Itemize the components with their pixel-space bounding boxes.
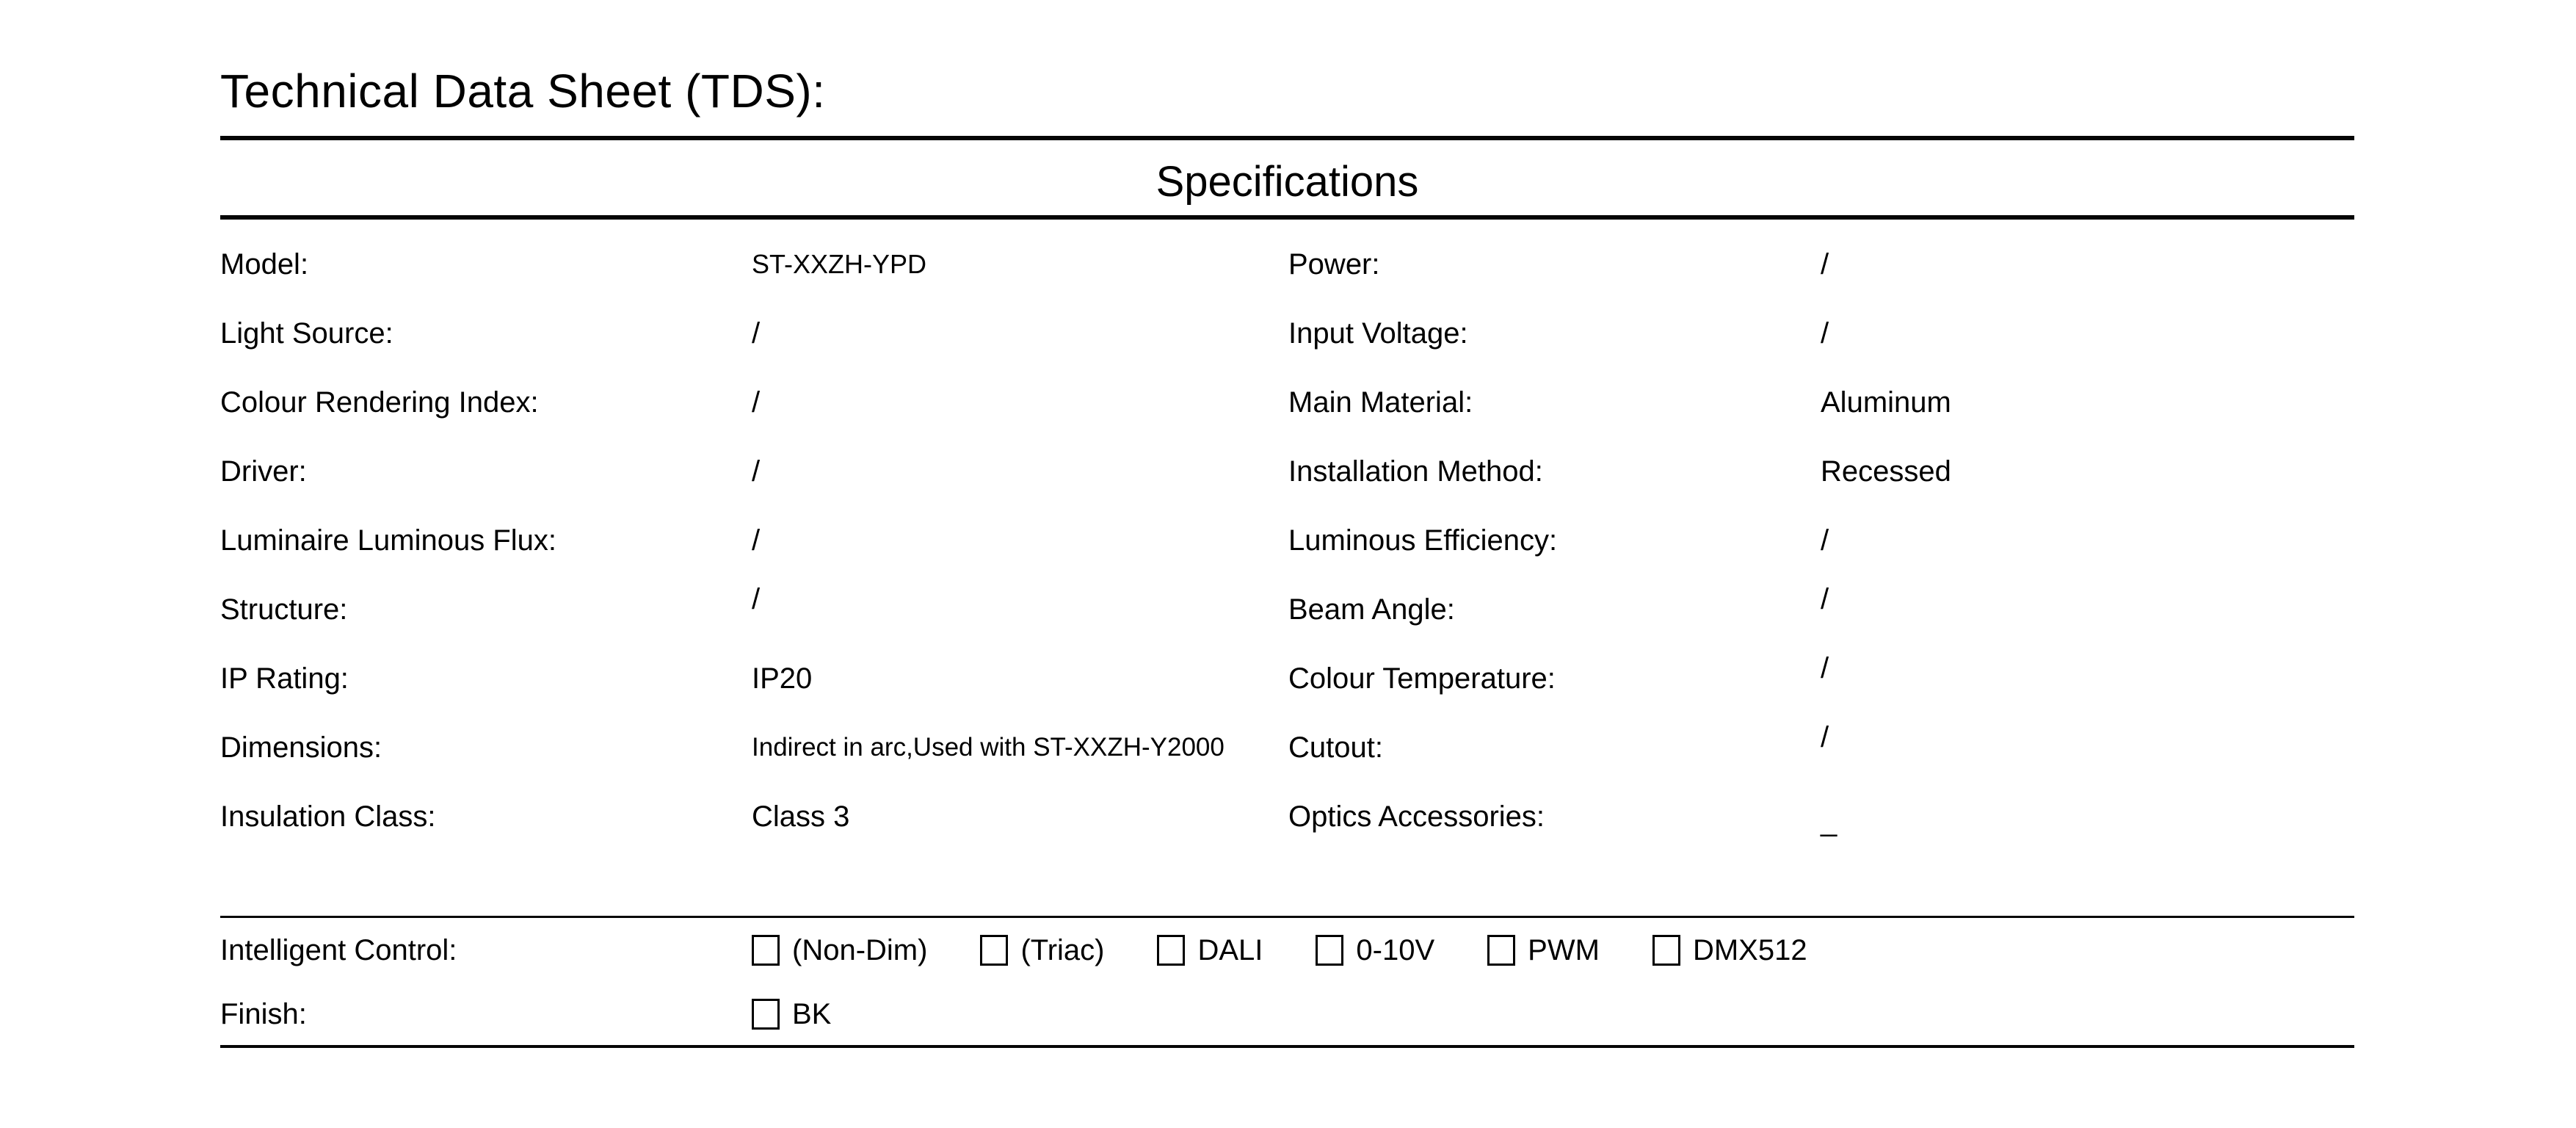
spec-label-structure: Structure: [220,593,348,626]
spec-label-colour-rendering-index: Colour Rendering Index: [220,386,539,419]
spec-value-main-material: Aluminum [1821,386,1951,419]
checkbox-label-dmx512: DMX512 [1692,934,1807,966]
checkbox-bk[interactable] [752,999,780,1030]
spec-value-beam-angle: / [1821,583,1829,615]
spec-label-insulation-class: Insulation Class: [220,800,436,833]
checkbox-dmx512[interactable] [1652,935,1680,966]
spec-label-luminous-efficiency: Luminous Efficiency: [1288,524,1558,557]
spec-value-driver: / [752,455,761,488]
table-row [220,368,2354,437]
spec-value-colour-rendering-index: / [752,386,761,419]
checkbox-label-0-10v: 0-10V [1356,934,1435,966]
specifications-table [220,220,2354,851]
spec-value-cutout: / [1821,721,1829,753]
table-row [220,230,2354,299]
spec-value-optics-accessories: _ [1821,805,1837,837]
option-triac [980,934,1104,966]
spec-label-dimensions: Dimensions: [220,731,382,764]
checkbox-label-bk: BK [792,997,832,1030]
option-dmx512 [1652,934,1807,966]
spec-value-ip-rating: IP20 [752,662,813,695]
divider-bottom [220,1045,2354,1048]
spec-value-power: / [1821,248,1829,281]
spec-value-input-voltage: / [1821,317,1829,350]
table-row [220,782,2354,851]
option-pwm [1487,934,1600,966]
page-title: Technical Data Sheet (TDS): [220,65,826,118]
spec-label-model: Model: [220,248,309,281]
divider-under-title [220,136,2354,140]
finish-options [752,998,2354,1030]
checkbox-0-10v[interactable] [1316,935,1343,966]
spec-value-model: ST-XXZH-YPD [752,249,927,280]
spec-label-installation-method: Installation Method: [1288,455,1543,488]
checkbox-label-non-dim: (Non-Dim) [792,934,928,966]
spec-label-colour-temperature: Colour Temperature: [1288,662,1556,695]
option-non-dim [752,934,927,966]
spec-label-ip-rating: IP Rating: [220,662,349,695]
checkbox-label-dali: DALI [1197,934,1263,966]
checkbox-pwm[interactable] [1487,935,1515,966]
spec-label-main-material: Main Material: [1288,386,1473,419]
table-row [220,575,2354,644]
spec-label-luminaire-luminous-flux: Luminaire Luminous Flux: [220,524,556,557]
option-bk [752,998,831,1030]
checkbox-non-dim[interactable] [752,935,780,966]
finish-label: Finish: [220,997,307,1030]
option-0-10v [1316,934,1434,966]
intelligent-control-label: Intelligent Control: [220,934,457,966]
spec-label-driver: Driver: [220,455,307,488]
table-row [220,437,2354,506]
spec-label-beam-angle: Beam Angle: [1288,593,1455,626]
option-dali [1157,934,1263,966]
spec-value-luminaire-luminous-flux: / [752,524,761,557]
spec-label-power: Power: [1288,248,1380,281]
spec-value-structure: / [752,583,761,615]
intelligent-control-options [752,934,2354,966]
spec-label-light-source: Light Source: [220,317,393,350]
table-row [220,506,2354,575]
spec-value-light-source: / [752,317,761,350]
table-row [220,713,2354,782]
table-row [220,299,2354,368]
intelligent-control-row [220,918,2354,983]
spec-value-installation-method: Recessed [1821,455,1951,488]
table-row [220,644,2354,713]
checkbox-label-pwm: PWM [1528,934,1600,966]
spec-value-dimensions: Indirect in arc,Used with ST-XXZH-Y2000 [752,732,1224,762]
checkbox-label-triac: (Triac) [1020,934,1105,966]
section-header-specifications: Specifications [1155,158,1419,206]
spec-value-luminous-efficiency: / [1821,524,1829,557]
spec-value-colour-temperature: / [1821,652,1829,684]
spec-label-optics-accessories: Optics Accessories: [1288,800,1545,833]
checkbox-triac[interactable] [980,935,1008,966]
finish-row [220,983,2354,1045]
spec-value-insulation-class: Class 3 [752,800,850,833]
technical-data-sheet [220,0,2354,1048]
checkbox-dali[interactable] [1157,935,1185,966]
spec-label-input-voltage: Input Voltage: [1288,317,1468,350]
spec-label-cutout: Cutout: [1288,731,1383,764]
